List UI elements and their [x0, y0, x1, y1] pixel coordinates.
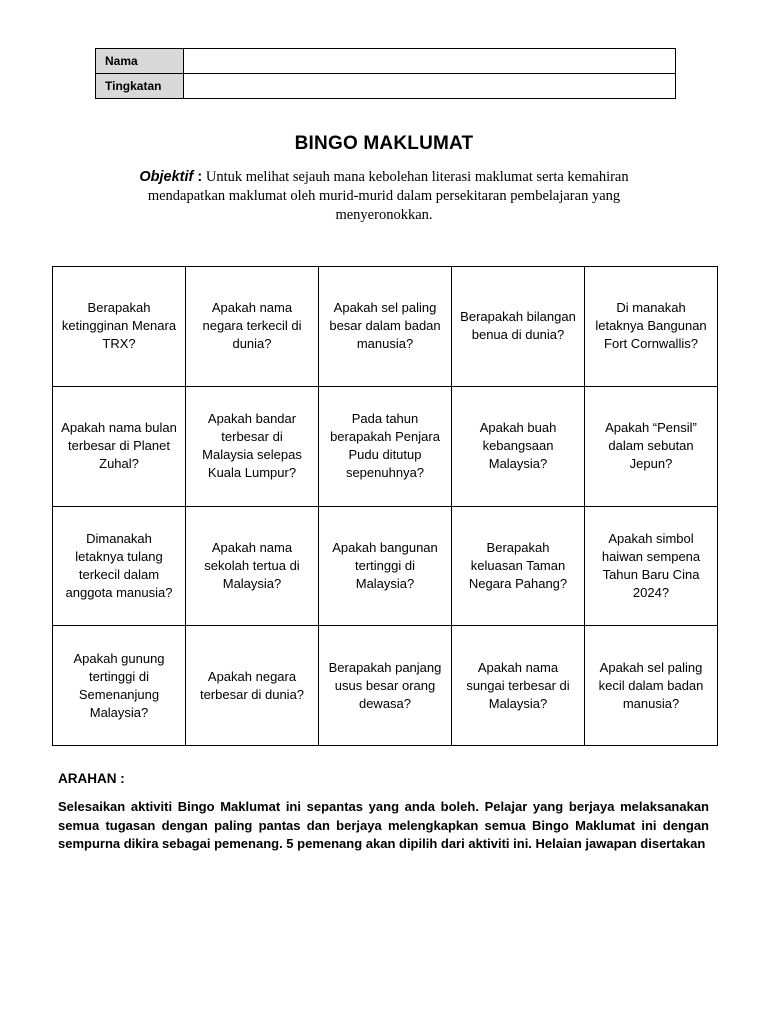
student-info-table [95, 48, 676, 99]
bingo-cell: Di manakah letaknya Bangunan Fort Cornwallis? [585, 267, 718, 387]
instructions-text: Selesaikan aktiviti Bingo Maklumat ini sepantas yang anda boleh. Pelajar yang berjaya melaksanakan semua tugasan dengan paling pantas dan berjaya melengkapkan semua Bingo Maklumat ini dengan sempurna dikira sebagai pemenang. 5 pemenang akan dipilih dari aktiviti ini. Helaian jawapan disertakan [58, 799, 709, 851]
nama-row [96, 49, 676, 74]
objective-text: Untuk melihat sejauh mana kebolehan literasi maklumat serta kemahiran mendapatkan maklumat oleh murid-murid dalam persekitaran pembelajaran yang menyeronokkan. [147, 169, 629, 223]
bingo-cell: Apakah nama sekolah tertua di Malaysia? [186, 506, 319, 626]
bingo-cell: Apakah sel paling besar dalam badan manusia? [319, 267, 452, 387]
bingo-cell: Berapakah ketingginan Menara TRX? [53, 267, 186, 387]
bingo-cell: Apakah nama sungai terbesar di Malaysia? [452, 626, 585, 746]
page-title: BINGO MAKLUMAT [294, 133, 474, 154]
bingo-cell: Apakah “Pensil” dalam sebutan Jepun? [585, 386, 718, 506]
bingo-cell: Pada tahun berapakah Penjara Pudu ditutup sepenuhnya? [319, 386, 452, 506]
bingo-cell: Apakah nama bulan terbesar di Planet Zuhal? [53, 386, 186, 506]
bingo-grid [52, 266, 718, 746]
objective-paragraph [120, 168, 648, 225]
tingkatan-label: Tingkatan [96, 74, 184, 99]
bingo-cell: Apakah nama negara terkecil di dunia? [186, 267, 319, 387]
bingo-cell: Apakah negara terbesar di dunia? [186, 626, 319, 746]
bingo-cell: Apakah gunung tertinggi di Semenanjung Malaysia? [53, 626, 186, 746]
bingo-cell: Berapakah keluasan Taman Negara Pahang? [452, 506, 585, 626]
bingo-cell: Dimanakah letaknya tulang terkecil dalam anggota manusia? [53, 506, 186, 626]
bingo-cell: Berapakah bilangan benua di dunia? [452, 267, 585, 387]
instructions-heading: ARAHAN : [58, 771, 125, 786]
tingkatan-row [96, 74, 676, 99]
bingo-cell: Apakah simbol haiwan sempena Tahun Baru Cina 2024? [585, 506, 718, 626]
bingo-row [53, 267, 718, 387]
bingo-cell: Apakah buah kebangsaan Malaysia? [452, 386, 585, 506]
objective-label: Objektif : [139, 169, 203, 185]
tingkatan-field[interactable] [184, 74, 676, 99]
nama-field[interactable] [184, 49, 676, 74]
bingo-cell: Berapakah panjang usus besar orang dewasa? [319, 626, 452, 746]
bingo-row [53, 386, 718, 506]
bingo-row [53, 506, 718, 626]
bingo-cell: Apakah bandar terbesar di Malaysia selepas Kuala Lumpur? [186, 386, 319, 506]
nama-label: Nama [96, 49, 184, 74]
bingo-cell: Apakah sel paling kecil dalam badan manusia? [585, 626, 718, 746]
bingo-cell: Apakah bangunan tertinggi di Malaysia? [319, 506, 452, 626]
bingo-row [53, 626, 718, 746]
